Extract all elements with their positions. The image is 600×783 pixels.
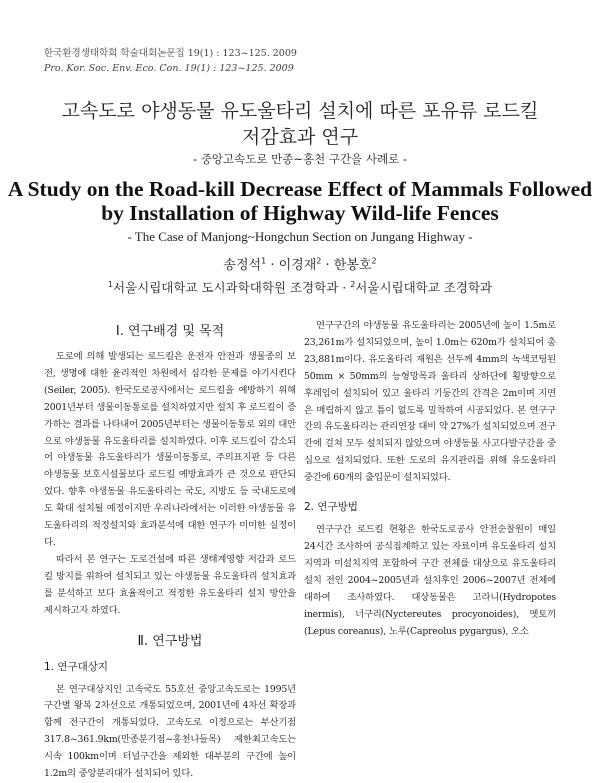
affil-separator: · bbox=[338, 280, 351, 295]
author-affil-mark: 2 bbox=[316, 256, 322, 266]
author-affil-mark: 1 bbox=[261, 256, 267, 266]
affiliation: 서울시립대학교 도시과학대학원 조경학과 bbox=[112, 280, 339, 295]
author-name: 송정석 bbox=[223, 258, 262, 273]
korean-subtitle: - 중앙고속도로 만종~홍천 구간을 사례로 - bbox=[193, 152, 407, 166]
journal-header bbox=[44, 46, 297, 76]
affil-mark: 2 bbox=[350, 279, 356, 289]
korean-title-line2: 저감효과 연구 bbox=[241, 126, 359, 148]
korean-title bbox=[0, 98, 600, 150]
journal-citation-en: Pro. Kor. Soc. Env. Eco. Con. 19(1) : 123~125. 2009 bbox=[44, 63, 294, 74]
body-paragraph: 연구구간의 야생동물 유도울타리는 2005년에 높이 1.5m로 23,261m가 설치되었으며, 높이 1.0m는 620m가 설치되어 총 23,881m이다. 유도울타리 재원은 선두께 4mm의 녹색코팅된 50mm × 50mm의 능형망목과 울타리 상하단에 횡방향으로 후레임이 설치되어 있고 울타리 기둥간의 간격은 2m이며 지면은 매립하지 않고 틈이 없도록 밀착하여 시공되었다. 본 연구구간의 유도울타리는 관리연장 대비 약 27%가 설치되었으며 전구간에 걸쳐 모두 설치되지 않았으며 야생동물 사고다발구간을 중심으로 설치되었다. 또한 도로의 유지관리를 위해 유도울타리 중간에 60개의 출입문이 설치되었다. bbox=[304, 320, 556, 484]
left-column bbox=[44, 318, 296, 783]
right-column bbox=[304, 318, 556, 640]
section-heading: Ⅰ. 연구배경 및 목적 bbox=[115, 324, 225, 339]
body-paragraph: 따라서 본 연구는 도로건설에 따른 생태계영향 저감과 로드킬 방지를 위하여 설치되고 있는 야생동물 유도울타리 설치효과를 분석하고 보다 효율적이고 적정한 유도울타리 설치 방안을 제시하고자 하였다. bbox=[44, 553, 296, 616]
body-paragraph: 연구구간 로드킬 현황은 한국도로공사 안전순찰원이 매일 24시간 조사하여 공식집계하고 있는 자료이며 유도울타리 설치지역과 미설치지역 포함하여 구간 전체를 대상으로 유도울타리 설치 전인 2004~2005년과 설치후인 2006~2007년 전체에 대하여 조사하였다. 대상동물은 고라니(Hydropotes inermis), 너구리(Nyctereutes procyonoides), 멧토끼(Lepus coreanus), 노루(Capreolus pygargus), 오소 bbox=[304, 524, 556, 637]
author-affil-mark: 2 bbox=[371, 256, 377, 266]
author-list bbox=[0, 254, 600, 273]
english-title-line1: A Study on the Road-kill Decrease Effect of Mammals Followed bbox=[7, 177, 593, 201]
journal-citation-ko: 한국환경생태학회 학술대회논문집 19(1) : 123~125. 2009 bbox=[44, 48, 297, 59]
subsection-heading: 1. 연구대상지 bbox=[44, 660, 109, 673]
author-separator: · bbox=[321, 258, 334, 273]
english-subtitle: - The Case of Manjong~Hongchun Section on Jungang Highway - bbox=[127, 229, 473, 244]
affil-mark: 1 bbox=[107, 279, 113, 289]
affiliations bbox=[0, 278, 600, 296]
author-name: 한봉호 bbox=[333, 258, 372, 273]
author-separator: · bbox=[266, 258, 279, 273]
affiliation: 서울시립대학교 조경학과 bbox=[355, 280, 493, 295]
section-heading: Ⅱ. 연구방법 bbox=[137, 633, 203, 649]
korean-title-line1: 고속도로 야생동물 유도울타리 설치에 따른 포유류 로드킬 bbox=[61, 100, 539, 122]
subsection-heading: 2. 연구방법 bbox=[304, 501, 358, 514]
english-title-line2: by Installation of Highway Wild-life Fences bbox=[101, 201, 499, 225]
body-paragraph: 본 연구대상지인 고속국도 55호선 중앙고속도로는 1995년 구간별 왕복 2차선으로 개통되었으며, 2001년에 4차선 확장과 함께 전구간이 개통되었다. 고속도로 이정으로는 부산기점 317.8~361.9km(만종분기점~홍천나들목) 제한최고속도는 시속 100km이며 터널구간을 제외한 대부분의 구간에 높이 1.2m의 중앙분리대가 설치되어 있다. bbox=[44, 683, 296, 780]
english-title bbox=[0, 177, 600, 225]
author-name: 이경재 bbox=[278, 258, 317, 273]
body-paragraph: 도로에 의해 발생되는 로드킬은 운전자 안전과 생물종의 보전, 생명에 대한 윤리적인 차원에서 심각한 문제를 야기시킨다(Seiler, 2005). 한국도로공사에서는 로드킬을 예방하기 위해 2001년부터 생물이동통로를 설치하였지만 설치 후 로드킬이 증가하는 결과를 나타내어 2005년부터는 생물이동통로 외의 대안으로 야생동물 유도울타리를 설치하였다. 이후 로드킬이 감소되어 야생동물 유도울타리가 생물이동통로, 주의표지판 등 다른 야생동물 보호시설물보다 로드킬 예방효과가 큰 것으로 판단되었다. 향후 야생동물 유도울타리는 국도, 지방도 등 국내도로에도 확대 설치될 예정이지만 우리나라에서는 이러한 야생동물 유도울타리의 적정설치와 효과분석에 대한 연구가 미미한 실정이다. bbox=[44, 351, 296, 548]
